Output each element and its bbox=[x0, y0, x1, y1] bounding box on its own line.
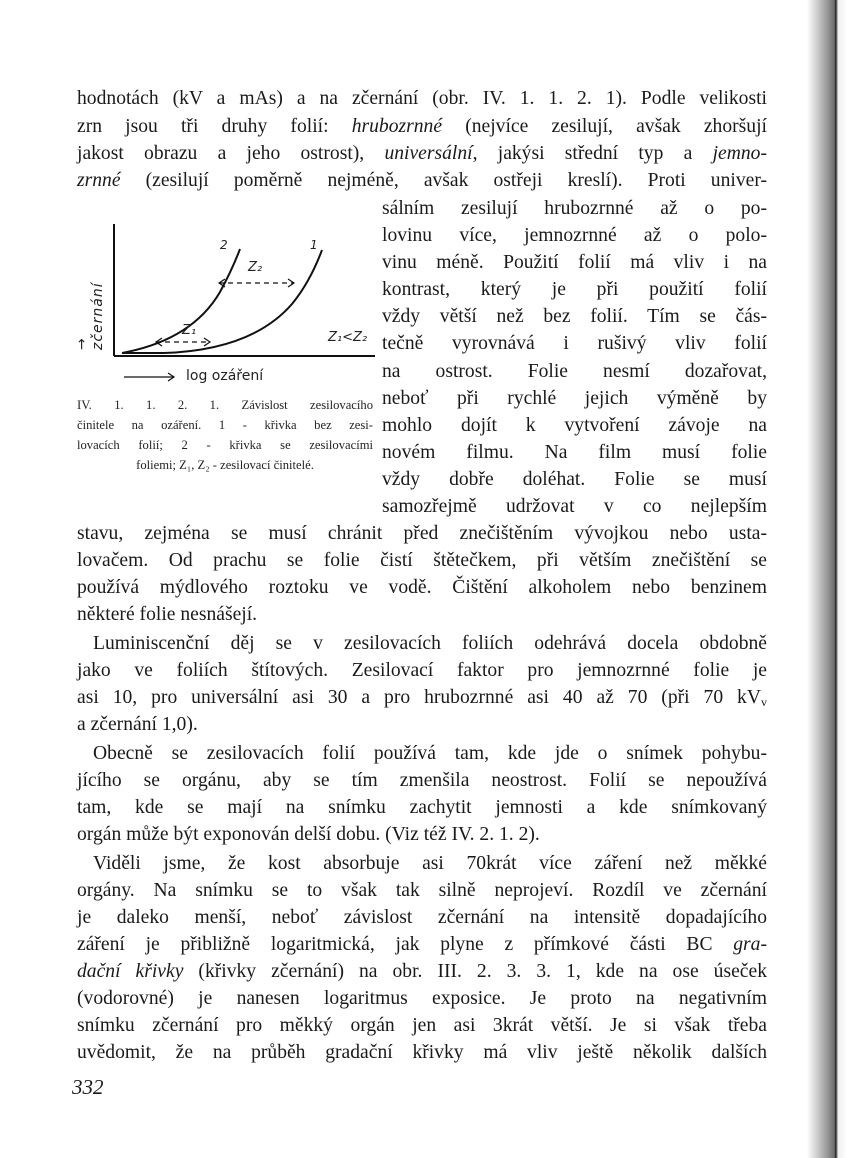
z2-label: Z₂ bbox=[248, 260, 263, 275]
x-axis-label: log ozáření bbox=[186, 368, 264, 384]
text-line: uvědomit, že na průběh gradační křivky má vliv ještě několik dalších bbox=[77, 1042, 767, 1063]
text-line: stavu, zejména se musí chránit před znečištěním vývojkou nebo usta- bbox=[77, 523, 767, 544]
text-line: dační křivky (křivky zčernání) na obr. III. 2. 3. 3. 1, kde na ose úseček bbox=[77, 961, 767, 982]
text-line: je daleko menší, neboť závislost zčernání na intensitě dopadajícího bbox=[77, 907, 767, 928]
text-line: některé folie nesnášejí. bbox=[77, 604, 258, 625]
text-line: na ostrost. Folie nesmí dozařovat, bbox=[382, 361, 767, 382]
text-line: Luminiscenční děj se v zesilovacích foliích odehrává docela obdobně bbox=[93, 633, 767, 654]
figure-caption-line: IV. 1. 1. 2. 1. Závislost zesilovacího bbox=[77, 398, 373, 412]
text-line: Obecně se zesilovacích folií používá tam, kde jde o snímek pohybu- bbox=[93, 743, 767, 764]
text-line: sálním zesilují hrubozrnné až o po- bbox=[382, 198, 767, 219]
text-line: mohlo dojít k vytvoření závoje na bbox=[382, 415, 767, 436]
figure-caption-line: foliemi; Z₁, Z₂ - zesilovací činitelé. bbox=[136, 458, 314, 472]
text-line: novém filmu. Na film musí folie bbox=[382, 442, 767, 463]
text-line: zrnné (zesilují poměrně nejméně, avšak ostřeji kreslí). Proti univer- bbox=[77, 170, 767, 191]
text-line: vždy dobře doléhat. Folie se musí bbox=[382, 469, 767, 490]
text-line: jícího se orgánu, aby se tím zmenšila neostrost. Folií se nepoužívá bbox=[77, 770, 767, 791]
text-line: (vodorovné) je nanesen logaritmus exposice. Je proto na negativním bbox=[77, 988, 767, 1009]
italic-term: universální bbox=[384, 143, 473, 164]
y-axis-label: → zčernání bbox=[74, 282, 106, 350]
text-line: a zčernání 1,0). bbox=[77, 714, 198, 735]
text-line: samozřejmě udržovat v co nejlepším bbox=[382, 496, 767, 517]
curve-2-label: 2 bbox=[220, 238, 228, 252]
text-line: jako ve foliích štítových. Zesilovací faktor pro jemnozrnné folie je bbox=[77, 660, 767, 681]
text-line: lovinu více, jemnozrnné až o polo- bbox=[382, 225, 767, 246]
figure-caption-line: lovacích folií; 2 - křivka se zesilovacími bbox=[77, 438, 373, 452]
text-line: tam, kde se mají na snímku zachytit jemnosti a kde snímkovaný bbox=[77, 797, 767, 818]
text-line bbox=[77, 685, 767, 715]
italic-term: gra- bbox=[733, 934, 767, 955]
text-line: používá mýdlového roztoku ve vodě. Čištění alkoholem nebo benzinem bbox=[77, 577, 767, 598]
text-line: jakost obrazu a jeho ostrost), universální, jakýsi střední typ a jemno- bbox=[77, 143, 767, 164]
italic-term: zrnné bbox=[77, 170, 121, 191]
text-line: orgány. Na snímku se to však tak silně neprojeví. Rozdíl ve zčernání bbox=[77, 880, 767, 901]
text-line: Viděli jsme, že kost absorbuje asi 70krát více záření než měkké bbox=[93, 853, 767, 874]
page-number: 332 bbox=[72, 1075, 104, 1099]
curve-1-label: 1 bbox=[310, 238, 318, 252]
text-line: kontrast, který je při použití folií bbox=[382, 279, 767, 300]
text-line: tečně vyrovnává i rušivý vliv folií bbox=[382, 333, 767, 354]
subscript: v bbox=[761, 695, 767, 709]
curve-1 bbox=[122, 250, 322, 353]
italic-term: jemno- bbox=[712, 143, 767, 164]
text-line: snímku zčernání pro měkký orgán jen asi 3krát větší. Je si však třeba bbox=[77, 1015, 767, 1036]
text-line: vždy větší než bez folií. Tím se čás- bbox=[382, 306, 767, 327]
text-line: lovačem. Od prachu se folie čistí štětečkem, při větším znečištění se bbox=[77, 550, 767, 571]
italic-term: dační křivky bbox=[77, 961, 184, 982]
book-spine-shadow bbox=[807, 0, 847, 1158]
text-line: záření je přibližně logaritmická, jak plyne z přímkové části BC gra- bbox=[77, 934, 767, 955]
text-line: orgán může být exponován delší dobu. (Viz též IV. 2. 1. 2). bbox=[77, 824, 540, 845]
italic-term: hrubozrnné bbox=[351, 116, 443, 137]
relation-label: Z₁<Z₂ bbox=[328, 330, 368, 345]
text-span: asi 10, pro universální asi 30 a pro hrubozrnné asi 40 až 70 (při 70 kV bbox=[77, 687, 761, 708]
figure-amplification-curves bbox=[74, 222, 377, 392]
chart-plot bbox=[82, 222, 377, 392]
figure-caption-line: činitele na ozáření. 1 - křivka bez zesi- bbox=[77, 418, 373, 432]
text-line: vinu méně. Použití folií má vliv i na bbox=[382, 252, 767, 273]
text-line: zrn jsou tři druhy folií: hrubozrnné (nejvíce zesilují, avšak zhoršují bbox=[77, 116, 767, 137]
text-line: neboť při rychlé jejich výměně by bbox=[382, 388, 767, 409]
z1-label: Z₁ bbox=[182, 323, 197, 338]
curve-2 bbox=[122, 249, 240, 353]
text-line: hodnotách (kV a mAs) a na zčernání (obr. IV. 1. 1. 2. 1). Podle velikosti bbox=[77, 88, 767, 109]
